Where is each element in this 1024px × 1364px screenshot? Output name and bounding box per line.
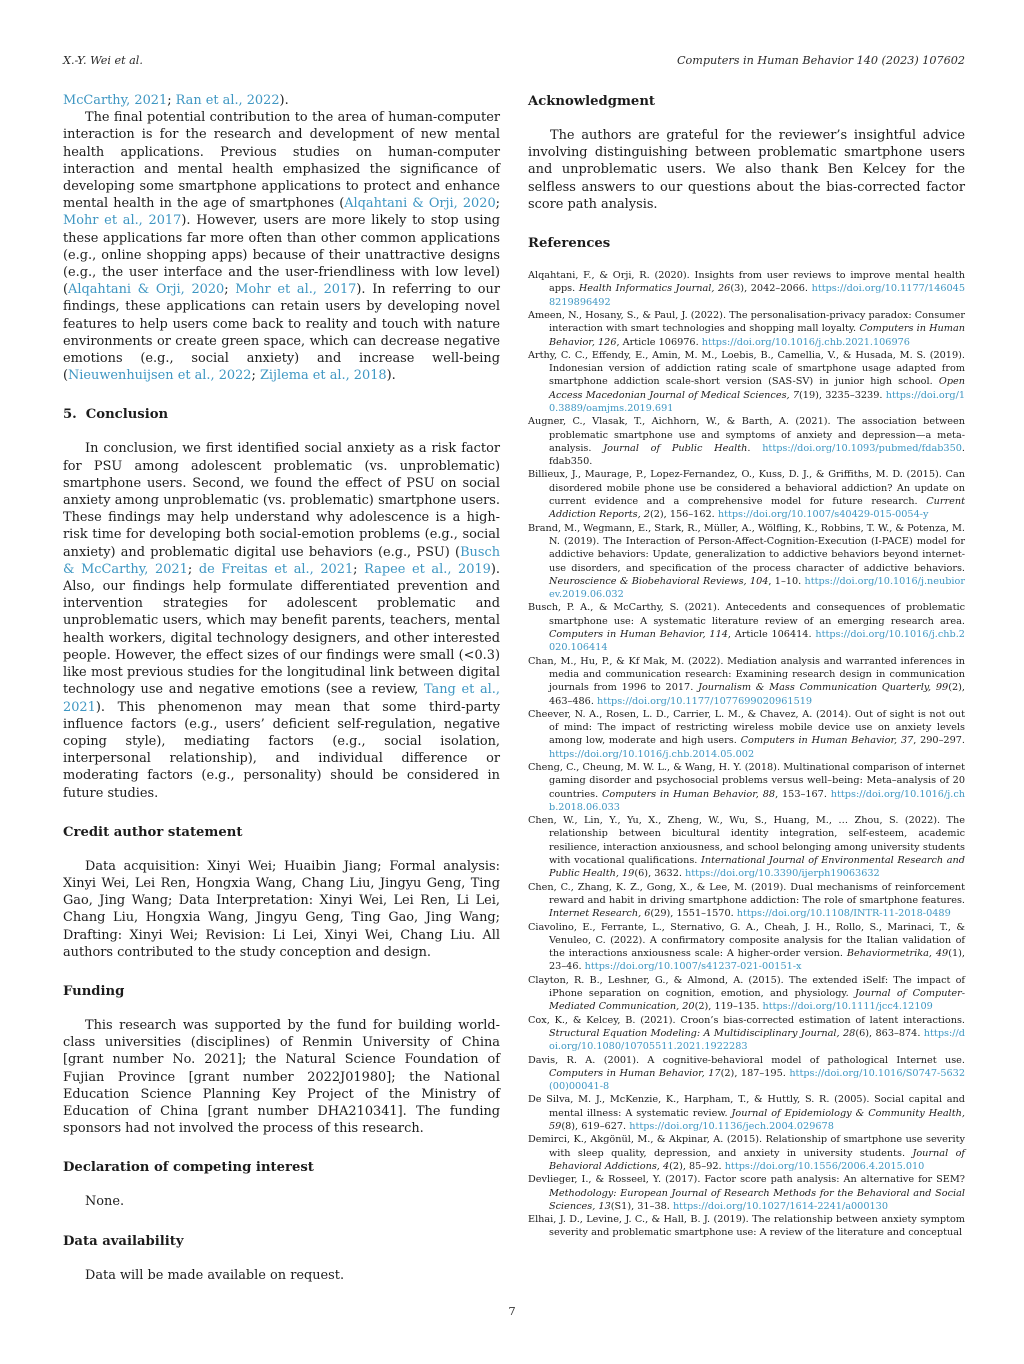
citation-link[interactable]: Mohr et al., 2017 <box>235 282 357 298</box>
text-segment: ). However, users are more likely to stop using these applications far more often than other common applications (e.g., online shopping apps) because of their unattractive designs (e.g., the user interface and the user-friendliness with low level) ( <box>63 213 500 298</box>
citation-link[interactable]: https://doi.org/10.1108/INTR-11-2018-0489 <box>736 908 951 920</box>
text-segment: (2), 463–486. <box>549 682 965 707</box>
text-segment: Cheever, N. A., Rosen, L. D., Carrier, L. M., & Chavez, A. (2014). Out of sight is not out of mind: The impact of restricting wireless mobile device use on anxiety levels among low, moderate and high users. <box>528 708 965 747</box>
text-segment: ; <box>187 561 199 577</box>
text-segment: Augner, C., Vlasak, T., Aichhorn, W., & Barth, A. (2021). The association between problematic smartphone use and symptoms of anxiety and depression—a meta-analysis. <box>528 416 965 454</box>
section-heading-acknowledgment: Acknowledgment <box>528 94 656 109</box>
running-head <box>63 54 965 67</box>
citation-link[interactable]: https://doi.org/10.1093/pubmed/fdab350 <box>762 442 962 454</box>
citation-link[interactable]: https://doi.org/10.1016/S0747-5632(00)00041-8 <box>549 1067 965 1093</box>
citation-link[interactable]: https://doi.org/10.1007/s41237-021-00151-x <box>584 961 802 973</box>
text-segment: Billieux, J., Maurage, P., Lopez-Fernandez, O., Kuss, D. J., & Griffiths, M. D. (2015). Can disordered mobile phone use be considered a behavioral addiction? An update on current evidence and a comprehensive model for future research. <box>528 469 965 508</box>
text-segment: ). In referring to our findings, these applications can retain users by developing novel features to help users come back to reality and touch with nature environments or create green space, which can decrease negative emotions (e.g., social anxiety) and increase well-being ( <box>63 282 500 384</box>
section-title: Conclusion <box>85 407 169 423</box>
reference-entry <box>528 269 965 309</box>
citation-link[interactable]: https://doi.org/10.1016/j.chb.2018.06.033 <box>549 788 965 813</box>
text-segment: , Article 106414. <box>727 629 816 641</box>
reference-list <box>528 269 965 1240</box>
citation-link[interactable]: de Freitas et al., 2021 <box>198 561 354 577</box>
text-segment: Davis, R. A. (2001). A cognitive-behavioral model of pathological Internet use. <box>528 1054 965 1066</box>
reference-entry <box>528 1133 965 1173</box>
text-segment: Clayton, R. B., Leshner, G., & Almond, A. (2015). The extended iSelf: The impact of iPhone separation on cognition, emotion, and physiology. <box>528 974 965 1000</box>
section-heading-funding: Funding <box>63 983 125 999</box>
journal-name-italic: Computers in Human Behavior, 126 <box>549 323 965 348</box>
text-segment: , Article 106976. <box>616 336 702 348</box>
citation-link[interactable]: https://doi.org/10.1016/j.chb.2014.05.002 <box>549 748 755 760</box>
citation-link[interactable]: https://doi.org/10.1111/jcc4.12109 <box>762 1001 933 1013</box>
text-segment: Chen, C., Zhang, K. Z., Gong, X., & Lee, M. (2019). Dual mechanisms of reinforcement reward and habit in driving smartphone addiction: The role of smartphone features. <box>528 881 965 906</box>
citation-link[interactable]: https://doi.org/10.1016/j.chb.2020.106414 <box>549 629 965 654</box>
journal-name-italic: Structural Equation Modeling: A Multidisciplinary Journal, 28 <box>549 1027 856 1039</box>
text-segment: (2), 85–92. <box>669 1160 725 1172</box>
text-segment: , 1–10. <box>768 575 805 587</box>
text-segment: De Silva, M. J., McKenzie, K., Harpham, T., & Huttly, S. R. (2005). Social capital and mental illness: A systematic review. <box>528 1094 965 1119</box>
citation-link[interactable]: https://doi.org/10.1177/1077699020961519 <box>596 695 813 707</box>
section-number: 5. <box>63 407 77 423</box>
text-segment: Arthy, C. C., Effendy, E., Amin, M. M., Loebis, B., Camellia, V., & Husada, M. S. (2019). Indonesian version of addiction rating scale of smartphone usage adapted from smartphone addiction scale-short version (SAS-SV) in junior high school. <box>528 349 965 388</box>
text-segment: (29), 1551–1570. <box>650 908 737 920</box>
text-segment: (6), 3632. <box>634 868 686 880</box>
text-segment: (2), 156–162. <box>649 509 718 521</box>
reference-entry <box>528 1213 965 1240</box>
reference-entry <box>528 1054 965 1094</box>
paragraph-conclusion <box>63 440 500 801</box>
citation-link[interactable]: https://doi.org/10.1177/1460458219896492 <box>549 283 966 308</box>
text-segment: Chan, M., Hu, P., & Kf Mak, M. (2022). Mediation analysis and warranted inferences in media and communication research: Examining research design in communication journals from 1996 to 2017. <box>528 655 965 694</box>
reference-entry <box>528 655 965 708</box>
journal-name-italic: Journal of Epidemiology & Community Health, 59 <box>549 1107 965 1133</box>
journal-name-italic: Journal of Public Health <box>603 442 748 454</box>
text-segment: (1), 23–46. <box>549 948 965 973</box>
text-segment: , 290–297. <box>913 735 965 747</box>
section-heading-credit-author-statement: Credit author statement <box>63 824 243 840</box>
citation-link[interactable]: McCarthy, 2021 <box>63 93 168 108</box>
paragraph-final-contribution <box>63 109 500 384</box>
reference-entry <box>528 1173 965 1213</box>
citation-link[interactable]: https://doi.org/10.1080/10705511.2021.1922283 <box>549 1027 965 1053</box>
reference-entry <box>528 1093 965 1133</box>
text-segment: . fdab350. <box>549 442 966 468</box>
journal-name-italic: Journalism & Mass Communication Quarterly, 99 <box>698 682 949 694</box>
journal-name-italic: Computers in Human Behavior, 37 <box>740 735 914 747</box>
paragraph-acknowledgment: The authors are grateful for the reviewer’s insightful advice involving distinguishing between problematic smartphone users and unproblematic users. We also thank Ben Kelcey for the selfless answers to our questions about the bias-corrected factor score path analysis. <box>528 128 965 212</box>
right-column <box>528 92 965 1284</box>
text-segment: ). This phenomenon may mean that some third-party influence factors (e.g., users’ deficient self-regulation, negative coping style), mediating factors (e.g., social isolation, interpersonal relationship), and individual difference or moderating factors (e.g., personality) should be considered in future studies. <box>63 699 500 801</box>
reference-entry <box>528 974 965 1014</box>
text-segment: Ciavolino, E., Ferrante, L., Sternativo, G. A., Cheah, J. H., Rollo, S., Marinaci, T., & Venuleo, C. (2022). A confirmatory composite analysis for the Italian validation of the interactions anxiousness scale: A higher-order version. <box>528 921 965 960</box>
journal-name-italic: Computers in Human Behavior, 17 <box>549 1067 721 1079</box>
text-segment: (19), 3235–3239. <box>799 389 886 401</box>
reference-entry <box>528 349 965 415</box>
text-segment: In conclusion, we first identified social anxiety as a risk factor for PSU among adolescent problematic (vs. unproblematic) smartphone users. Second, we found the effect of PSU on social anxiety among unproblematic (vs. problematic) smartphone users. These findings may help understand why adolescence is a high-risk time for developing both social-emotion problems (e.g., social anxiety) and problematic digital use behaviors (e.g., PSU) ( <box>63 441 500 560</box>
reference-entry <box>528 522 965 602</box>
section-heading-conclusion <box>63 407 500 422</box>
reference-entry <box>528 309 965 349</box>
reference-entry <box>528 1014 965 1054</box>
journal-name-italic: Open Access Macedonian Journal of Medical Sciences, 7 <box>549 376 965 401</box>
text-segment: (S1), 31–38. <box>610 1200 673 1212</box>
text-segment: (8), 619–627. <box>561 1121 630 1133</box>
section-heading-references: References <box>528 236 611 252</box>
paragraph-data-availability: Data will be made available on request. <box>85 1267 345 1283</box>
text-segment: ). <box>386 368 396 384</box>
reference-entry <box>528 468 965 521</box>
text-segment: ; <box>251 368 260 384</box>
journal-name-italic: Methodology: European Journal of Research Methods for the Behavioral and Social Sciences, 13 <box>549 1187 965 1212</box>
text-segment: Alqahtani, F., & Orji, R. (2020). Insights from user reviews to improve mental health apps. <box>528 270 965 295</box>
citation-link[interactable]: https://doi.org/10.1027/1614-2241/a000130 <box>672 1200 888 1212</box>
reference-entry <box>528 814 965 880</box>
journal-name-italic: Behaviormetrika, 49 <box>846 948 949 960</box>
citation-link[interactable]: Tang et al., 2021 <box>63 682 500 715</box>
journal-name-italic: Computers in Human Behavior, 114 <box>549 629 728 641</box>
page-footer <box>0 1304 1024 1318</box>
section-heading-declaration-of-competing-interest: Declaration of competing interest <box>63 1160 314 1176</box>
citation-link[interactable]: Mohr et al., 2017 <box>63 213 182 229</box>
left-column <box>63 92 500 1284</box>
journal-name-italic: International Journal of Environmental Research and Public Health, 19 <box>549 855 965 880</box>
text-segment: ; <box>224 282 236 298</box>
citation-link[interactable]: Zijlema et al., 2018 <box>259 368 387 384</box>
citation-link[interactable]: Nieuwenhuijsen et al., 2022 <box>68 368 252 384</box>
running-head-authors: X.-Y. Wei et al. <box>63 54 143 67</box>
reference-entry <box>528 708 965 761</box>
reference-entry <box>528 761 965 814</box>
text-segment: Cox, K., & Kelcey, B. (2021). Croon’s bias-corrected estimation of latent interactions. <box>528 1014 965 1026</box>
text-segment: Chen, W., Lin, Y., Yu, X., Zheng, W., Wu, S., Huang, M., … Zhou, S. (2022). The relationship between bicultural identity integration, self-esteem, academic resilience, interaction anxiousness, and school belonging among university students with vocational qualifications. <box>528 815 965 867</box>
journal-name-italic: Computers in Human Behavior, 88 <box>602 788 776 800</box>
citation-link[interactable]: Busch & McCarthy, 2021 <box>63 544 500 577</box>
journal-name-italic: Journal of Behavioral Addictions, 4 <box>549 1147 965 1172</box>
citation-link[interactable]: https://doi.org/10.1136/jech.2004.029678 <box>629 1121 834 1133</box>
text-segment: (6), 863–874. <box>855 1027 924 1039</box>
reference-entry <box>528 415 965 468</box>
two-column-body <box>63 92 965 1284</box>
citation-link[interactable]: https://doi.org/10.1556/2006.4.2015.010 <box>724 1160 925 1172</box>
journal-name-italic: Internet Research, 6 <box>549 908 651 920</box>
citation-link[interactable]: https://doi.org/10.3390/ijerph19063632 <box>685 868 880 880</box>
journal-name-italic: Health Informatics Journal, 26 <box>578 283 731 295</box>
text-segment: The final potential contribution to the area of human-computer interaction is for the research and development of new mental health applications. Previous studies on human-computer interaction and mental health emphasized the significance of developing some smartphone applications to protect and enhance mental health in the age of smartphones ( <box>63 110 500 212</box>
paragraph-continuation <box>63 92 500 109</box>
citation-link[interactable]: https://doi.org/10.1007/s40429-015-0054-y <box>717 509 929 521</box>
paragraph-funding: This research was supported by the fund for building world-class universities (disciplines) of Renmin University of China [grant number No. 2021]; the Natural Science Foundation of Fujian Province [grant number 2022J01980]; the National Education Science Planning Key Project of the Ministry of Education of China [grant number DHA210341]. The funding sponsors had not involved the process of this research. <box>63 1017 500 1137</box>
text-segment: ; <box>495 196 500 212</box>
text-segment: ; <box>353 561 365 577</box>
text-segment: (3), 2042–2066. <box>730 283 812 295</box>
citation-link[interactable]: Alqahtani & Orji, 2020 <box>68 282 225 298</box>
text-segment: ). Also, our findings help formulate differentiated prevention and intervention strategies for adolescent problematic and unproblematic users, which may benefit parents, teachers, mental health workers, digital technology designers, and other interested people. However, the effect sizes of our findings were small (<0.3) like most previous studies for the longitudinal link between digital technology use and negative emotions (see a review, <box>63 561 500 698</box>
journal-name-italic: Neuroscience & Biobehavioral Reviews, 104 <box>549 575 769 587</box>
text-segment: , 153–167. <box>775 788 831 800</box>
journal-name-italic: Current Addiction Reports, 2 <box>549 496 965 521</box>
text-segment: Ameen, N., Hosany, S., & Paul, J. (2022). The personalisation-privacy paradox: Consumer interaction with smart technologies and shopping mall loyalty. <box>528 309 965 335</box>
citation-link[interactable]: Ran et al., 2022 <box>175 93 280 108</box>
text-segment: (2), 187–195. <box>720 1067 790 1079</box>
citation-link[interactable]: Alqahtani & Orji, 2020 <box>344 196 496 212</box>
paragraph-credit-author-statement: Data acquisition: Xinyi Wei; Huaibin Jiang; Formal analysis: Xinyi Wei, Lei Ren, Hongxia Wang, Chang Liu, Jingyu Geng, Ting Gao, Jing Wang; Data Interpretation: Xinyi Wei, Lei Ren, Li Lei, Chang Liu, Hongxia Wang, Jingyu Geng, Ting Gao, Jing Wang; Drafting: Xinyi Wei; Revision: Li Lei, Xinyi Wei, Chang Liu. All authors contributed to the study conception and design. <box>63 858 500 960</box>
text-segment: Elhai, J. D., Levine, J. C., & Hall, B. J. (2019). The relationship between anxiety symptom severity and problematic smartphone use: A review of the literature and conceptual <box>528 1214 965 1239</box>
text-segment: Busch, P. A., & McCarthy, S. (2021). Antecedents and consequences of problematic smartphone use: A systematic literature review of an emerging research area. <box>528 602 965 627</box>
text-segment: Devlieger, I., & Rosseel, Y. (2017). Factor score path analysis: An alternative for SEM? <box>528 1174 965 1186</box>
text-segment: Cheng, C., Cheung, M. W. L., & Wang, H. Y. (2018). Multinational comparison of internet gaming disorder and psychosocial problems versus well–being: Meta–analysis of 20 countries. <box>528 762 965 800</box>
text-segment: ; <box>167 93 176 108</box>
reference-entry <box>528 601 965 654</box>
reference-entry <box>528 881 965 921</box>
citation-link[interactable]: https://doi.org/10.1016/j.neubiorev.2019.06.032 <box>549 575 965 601</box>
text-segment: (2), 119–135. <box>694 1001 763 1013</box>
running-head-journal: Computers in Human Behavior 140 (2023) 107602 <box>676 54 965 67</box>
citation-link[interactable]: Rapee et al., 2019 <box>364 561 491 577</box>
reference-entry <box>528 921 965 974</box>
citation-link[interactable]: https://doi.org/10.1016/j.chb.2021.106976 <box>701 336 910 348</box>
text-segment: Brand, M., Wegmann, E., Stark, R., Müller, A., Wölfling, K., Robbins, T. W., & Potenza, M. N. (2019). The Interaction of Person-Affect-Cognition-Execution (I-PACE) model for addictive behaviors: Update, generalization to addictive behaviors beyond internet-use disorders, and specification of the process character of addictive behaviors. <box>528 522 965 574</box>
text-segment: Demirci, K., Akgönül, M., & Akpinar, A. (2015). Relationship of smartphone use severity with sleep quality, depression, and anxiety in university students. <box>528 1134 965 1159</box>
text-segment: . <box>747 442 763 454</box>
paragraph-declaration-none: None. <box>85 1194 125 1210</box>
text-segment: ). <box>279 93 289 108</box>
journal-name-italic: Journal of Computer-Mediated Communication, 20 <box>549 988 965 1013</box>
section-heading-data-availability: Data availability <box>63 1233 184 1249</box>
citation-link[interactable]: https://doi.org/10.3889/oamjms.2019.691 <box>549 389 965 414</box>
page-number: 7 <box>508 1304 516 1318</box>
